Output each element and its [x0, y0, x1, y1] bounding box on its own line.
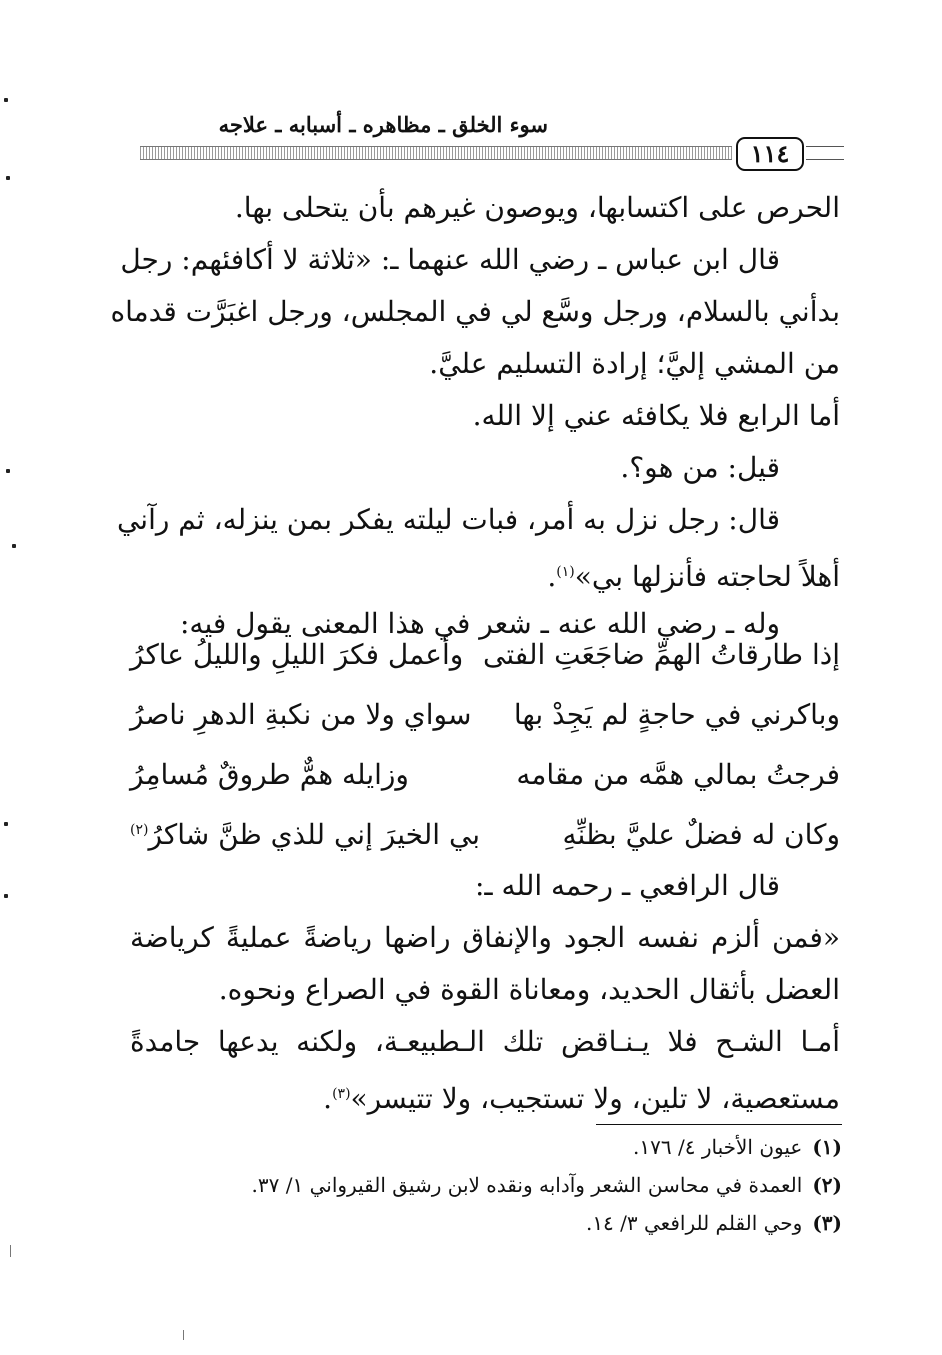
text-line: العضل بأثقال الحديد، ومعاناة القوة في الصراع ونحوه.: [218, 973, 840, 1006]
text-line: [130, 1068, 840, 1120]
scan-mark: [183, 1330, 184, 1340]
verse-first-hemistich: فرجتُ بمالي همَّه من مقامه: [516, 758, 840, 791]
poem-verse: [130, 758, 840, 818]
scan-speck: [4, 822, 8, 826]
sentence-end: .: [547, 560, 557, 593]
verse-second-hemistich: وزايله همٌّ طروقٌ مُسامِرُ: [130, 758, 409, 791]
footnote-marker-2: (٢): [130, 822, 149, 838]
verse-first-hemistich: إذا طارقاتُ الهمِّ ضاجَعَتِ الفتى: [483, 638, 840, 671]
text-line: [130, 546, 840, 598]
verse-first-hemistich: وكان له فضلٌ عليَّ بظنِّهِ: [562, 818, 840, 851]
page-number: ١١٤: [736, 137, 804, 171]
footnote-item: [252, 1128, 842, 1166]
scan-speck: [12, 544, 16, 548]
scan-speck: [6, 176, 10, 180]
sentence-end: .: [323, 1082, 333, 1115]
text-line: قال: رجل نزل به أمر، فبات ليلته يفكر بمن ينزله، ثم رآني: [116, 503, 780, 536]
scan-speck: [6, 469, 10, 473]
text-line: بدأني بالسلام، ورجل وسَّع لي في المجلس، ورجل اغبَرَّت قدماه: [110, 295, 840, 328]
footnote-item: [252, 1166, 842, 1204]
scan-speck: [4, 98, 8, 102]
footnote-number: (١): [812, 1135, 842, 1159]
footnote-marker-1: (١): [556, 564, 575, 580]
scan-speck: [4, 894, 8, 898]
footnote-text: عيون الأخبار ٤/ ١٧٦.: [633, 1135, 803, 1159]
text-line: قال ابن عباس ـ رضي الله عنهما ـ: «ثلاثة لا أكافئهم: رجل: [120, 243, 780, 276]
verse-first-hemistich: وباكرني في حاجةٍ لم يَجِدْ بها: [513, 698, 840, 731]
text-line: قال الرافعي ـ رحمه الله ـ:: [475, 869, 780, 902]
poem-verse: [130, 638, 840, 698]
main-text-block-2: [130, 860, 840, 1120]
poem: [130, 638, 840, 878]
verse-second-hemistich: وأعمل فكرَ الليلِ والليلُ عاكرُ: [130, 638, 464, 671]
text-line: «فمن ألزم نفسه الجود والإنفاق راضها رياضةً عمليةً كرياضة: [130, 921, 840, 954]
text-line: من المشي إليَّ؛ إرادة التسليم عليَّ.: [429, 347, 840, 380]
text-line: أمـا الشـح فلا يـنـاقض تلك الـطبيعـة، ولكنه يدعها جامدةً: [130, 1025, 840, 1058]
verse-second-hemistich: سواي ولا من نكبةِ الدهرِ ناصرُ: [130, 698, 472, 731]
verse-second-hemistich: [130, 818, 480, 851]
footnotes: [252, 1128, 842, 1242]
footnote-number: (٢): [812, 1173, 842, 1197]
text-line-content: مستعصية، لا تلين، ولا تستجيب، ولا تتيسر»: [350, 1082, 840, 1115]
footnote-separator: [596, 1124, 842, 1125]
poem-verse: [130, 698, 840, 758]
footnote-number: (٣): [812, 1211, 842, 1235]
header-rule-right: [806, 146, 844, 160]
running-header-title: سوء الخلق ـ مظاهره ـ أسبابه ـ علاجه: [218, 112, 548, 137]
text-line: الحرص على اكتسابها، ويوصون غيرهم بأن يتحلى بها.: [234, 191, 840, 224]
footnote-text: وحي القلم للرافعي ٣/ ١٤.: [585, 1211, 803, 1235]
main-text-block-1: [110, 182, 840, 650]
hemistich-text: بي الخيرَ إني للذي ظنَّ شاكرُ: [148, 818, 481, 851]
footnote-marker-3: (٣): [332, 1086, 351, 1102]
text-line: وله ـ رضي الله عنه ـ شعر في هذا المعنى يقول فيه:: [180, 607, 780, 640]
footnote-item: [252, 1204, 842, 1242]
text-line: قيل: من هو؟.: [620, 451, 780, 484]
header-rule: [140, 146, 732, 160]
text-line-content: أهلاً لحاجته فأنزلها بي»: [574, 560, 840, 593]
scan-mark: [10, 1245, 11, 1257]
footnote-text: العمدة في محاسن الشعر وآدابه ونقده لابن رشيق القيرواني ١/ ٣٧.: [251, 1173, 803, 1197]
text-line: أما الرابع فلا يكافئه عني إلا الله.: [472, 399, 840, 432]
